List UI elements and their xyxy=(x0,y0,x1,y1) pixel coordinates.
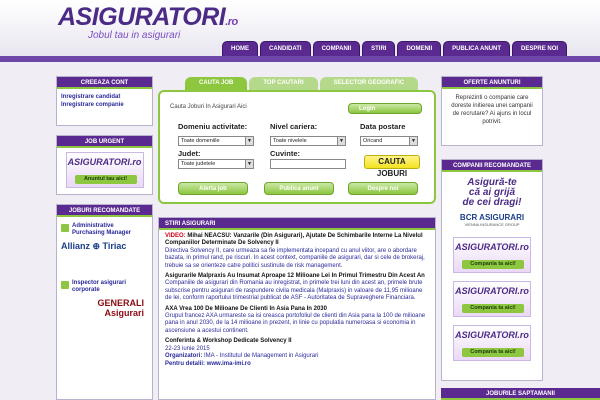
panel-title: OFERTE ANUNTURI xyxy=(442,77,542,89)
logo-text: ASIGURATORI xyxy=(58,3,226,31)
nav-despre-noi[interactable]: DESPRE NOI xyxy=(512,41,567,57)
company-ad-slot[interactable] xyxy=(453,281,531,317)
county-select[interactable] xyxy=(178,159,254,169)
details-link[interactable]: www.ima-imi.ro xyxy=(206,360,251,367)
search-input[interactable]: Cauta Joburi In Asigurari Aici xyxy=(170,104,247,110)
register-candidate-link[interactable]: Inregistrare candidat xyxy=(61,94,121,100)
ad-cta: Anuntul tau aici! xyxy=(75,175,137,184)
tab-selector-geografic[interactable]: SELECTOR GEOGRAFIC xyxy=(320,77,419,90)
create-account-panel xyxy=(56,76,153,126)
nav-candidati[interactable]: CANDIDATI xyxy=(260,41,311,57)
ad-cta: Compania ta aici! xyxy=(462,304,524,313)
ad-cta: Compania ta aici! xyxy=(462,348,524,357)
login-label: Login xyxy=(359,105,376,112)
main-nav xyxy=(222,41,569,57)
level-label: Nivel cariera: xyxy=(270,122,318,131)
date-label: Data postare xyxy=(360,122,406,131)
county-value: Toate judetele xyxy=(181,161,216,167)
details-label: Pentru detalii: xyxy=(165,360,206,367)
offers-text: Reprezinti o companie care doreste initierea unei campanii de recrutare? Ai ajuns in locul potrivit. xyxy=(451,95,533,125)
nav-publica-anunt[interactable]: PUBLICA ANUNT xyxy=(443,41,510,57)
about-us-label: Despre noi xyxy=(367,185,399,192)
level-value: Toate nivelele xyxy=(273,138,307,144)
nav-domenii[interactable]: DOMENII xyxy=(397,41,441,57)
weekly-jobs-header: JOBURILE SAPTAMANII xyxy=(441,388,600,400)
site-logo[interactable] xyxy=(58,3,238,32)
company-ad-slot[interactable] xyxy=(453,325,531,361)
search-tabs xyxy=(185,77,418,90)
promo-line: Asigură-te xyxy=(467,177,517,188)
news-title[interactable]: Conferinta & Workshop Dedicate Solvency II xyxy=(165,338,292,345)
news-title[interactable]: AXA Vrea 100 De Milioane De Clienti In Asia Pana In 2030 xyxy=(165,305,327,312)
offers-panel xyxy=(441,76,543,146)
news-body: Directiva Solvency II, care urmeaza sa fie implementata incepand cu anul viitor, are o abordare bazata, in primul rand, pe riscuri. In acest context, companiile de asigurari, dar si cele de brokeraj, trebuie sa se orienteze catre politici sustinute de risk management. xyxy=(165,247,425,269)
news-body: Grupul francez AXA urmareste sa isi creasca portofoliul de clienti din Asia pana la 100 de milioane pana in anul 2030, de la 14 milioane in prezent, in linie cu populatia numeroasa si economia in ascensiune a acestui continent. xyxy=(165,313,426,334)
bcr-ad[interactable] xyxy=(442,178,542,227)
ad-logo: ASIGURATORI.ro xyxy=(455,242,529,252)
recommended-jobs-panel xyxy=(56,204,153,400)
nav-home[interactable]: HOME xyxy=(222,41,258,57)
urgent-job-panel xyxy=(56,135,153,195)
job-title[interactable]: Administrative Purchasing Manager xyxy=(72,223,132,236)
ad-logo: ASIGURATORI.ro xyxy=(67,157,142,167)
news-item[interactable] xyxy=(165,233,429,270)
post-ad-label: Publica anunt xyxy=(279,185,319,192)
date-value: Oricand xyxy=(363,138,383,144)
domain-value: Toate domeniile xyxy=(181,138,220,144)
ad-logo: ASIGURATORI.ro xyxy=(455,286,529,296)
post-ad-button[interactable] xyxy=(264,182,334,195)
panel-title: JOBURI RECOMANDATE xyxy=(57,205,152,217)
news-item[interactable] xyxy=(165,273,429,303)
search-box xyxy=(158,90,436,204)
panel-title: CREEAZA CONT xyxy=(57,77,152,89)
ad-cta: Compania ta aici! xyxy=(462,260,524,269)
tab-cauta-job[interactable]: CAUTA JOB xyxy=(185,77,247,90)
ad-logo: ASIGURATORI.ro xyxy=(455,330,529,340)
bullet-icon xyxy=(61,224,69,232)
domain-label: Domeniu activitate: xyxy=(178,122,248,131)
video-tag: VIDEO: xyxy=(165,233,186,239)
chevron-down-icon: ▼ xyxy=(245,137,253,145)
news-title[interactable]: Mihai NEACSU: Vanzarile (Din Asigurari), Ajutate De Schimbarile Interne La Nivelul Companiilor Determinate De Solvency II xyxy=(165,233,423,247)
search-jobs-button[interactable]: CAUTA JOBURI xyxy=(364,155,420,169)
panel-title: COMPANII RECOMANDATE xyxy=(442,160,542,172)
news-item[interactable] xyxy=(165,306,429,336)
generali-logo: GENERALI Asigurari xyxy=(97,298,144,318)
level-select[interactable] xyxy=(270,136,346,146)
bcr-logo: BCR ASIGURARI xyxy=(459,213,525,222)
news-body: Companiile de asigurari din Romania au inregistrat, in primele trei luni din acest an, primele brute subscrise pentru asigurari de raspundere civila medicala (Malpraxis) in valoare de 11,95 milioane de lei, conform raportului trimestrial publicat de ASF - Autoritatea de Supraveghere Financiara. xyxy=(165,280,423,302)
tagline: Jobul tau in asigurari xyxy=(88,30,181,41)
urgent-job-ad[interactable] xyxy=(66,152,144,188)
organizers-label: Organizatori: xyxy=(165,353,203,360)
allianz-logo: Allianz ⊕ Tiriac xyxy=(61,241,127,251)
about-us-button[interactable] xyxy=(348,182,418,195)
domain-select[interactable] xyxy=(178,136,254,146)
bullet-icon xyxy=(61,281,69,289)
panel-title: JOB URGENT xyxy=(57,136,152,148)
tab-top-cautari[interactable]: TOP CAUTARI xyxy=(249,77,317,90)
company-ad-slot[interactable] xyxy=(453,237,531,273)
nav-stiri[interactable]: STIRI xyxy=(362,41,395,57)
chevron-down-icon: ▼ xyxy=(409,137,417,145)
bcr-subtitle: VIENNA INSURANCE GROUP xyxy=(464,222,520,227)
keywords-input[interactable] xyxy=(270,159,346,169)
news-panel xyxy=(158,217,436,400)
panel-title: STIRI ASIGURARI xyxy=(159,218,435,230)
register-company-link[interactable]: Inregistrare companie xyxy=(61,102,124,108)
news-title[interactable]: Asigurarile Malpraxis Au Insumat Aproape 12 Milioane Lei In Primul Trimestru Din Acest An xyxy=(165,273,425,280)
promo-line: de cei dragi! xyxy=(462,197,522,208)
nav-underline xyxy=(0,56,600,62)
promo-line: că ai grijă xyxy=(468,187,516,198)
recommended-companies-panel xyxy=(441,159,543,381)
nav-companii[interactable]: COMPANII xyxy=(313,41,361,57)
news-item[interactable] xyxy=(165,338,429,368)
keywords-label: Cuvinte: xyxy=(270,149,300,158)
job-alert-label: Alerta job xyxy=(199,185,227,192)
chevron-down-icon: ▼ xyxy=(245,160,253,168)
job-item[interactable] xyxy=(57,280,152,318)
county-label: Judet: xyxy=(178,149,201,158)
event-date: 22-23 iunie 2015 xyxy=(165,345,210,352)
organizers-value: IMA - Institutul de Management in Asigurari xyxy=(204,353,319,360)
job-alert-button[interactable] xyxy=(178,182,248,195)
job-title[interactable]: Inspector asigurari corporate xyxy=(72,280,127,293)
header xyxy=(0,0,600,62)
logo-suffix: .ro xyxy=(225,16,238,28)
login-button[interactable] xyxy=(348,103,422,114)
chevron-down-icon: ▼ xyxy=(337,137,345,145)
job-item[interactable] xyxy=(57,223,152,252)
date-select[interactable] xyxy=(360,136,418,146)
